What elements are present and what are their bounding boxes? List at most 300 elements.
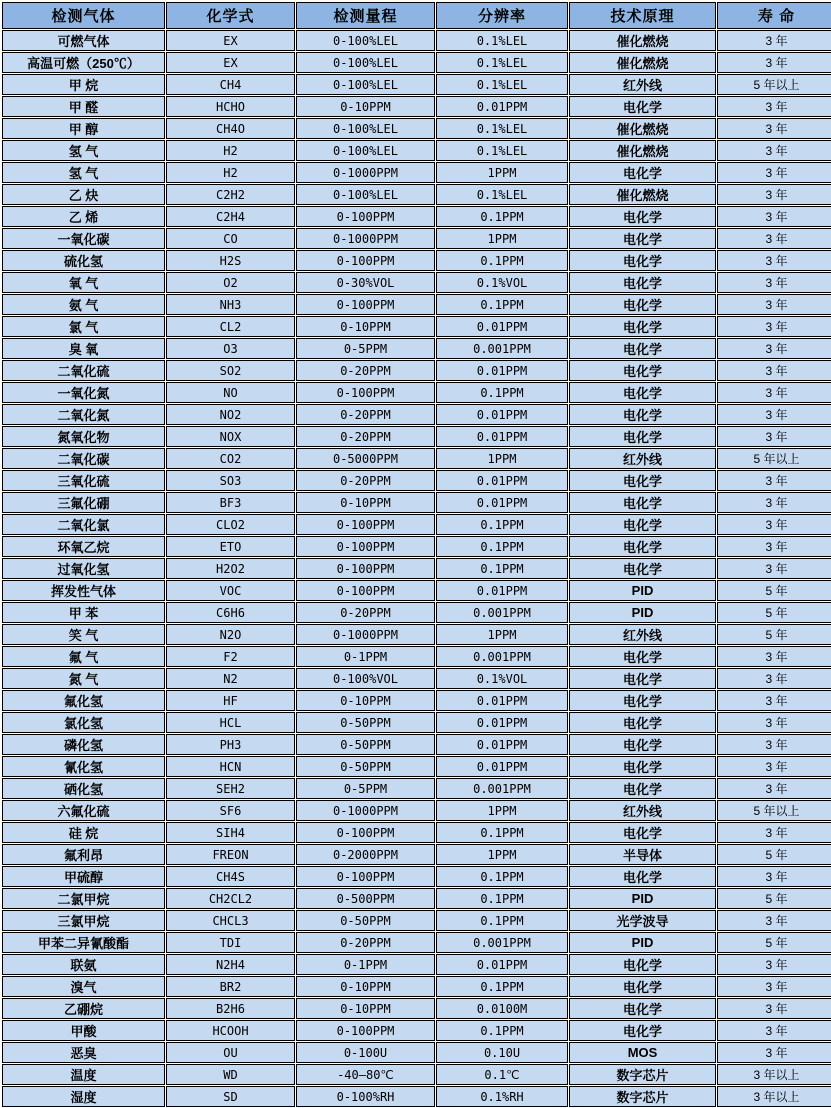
lifespan-cell: 3 年 — [717, 206, 831, 227]
formula-cell: SO2 — [166, 360, 295, 381]
range-cell: 0-1000PPM — [296, 162, 435, 183]
range-cell: 0-100PPM — [296, 206, 435, 227]
formula-cell: N2H4 — [166, 954, 295, 975]
range-cell: 0-1000PPM — [296, 228, 435, 249]
table-row — [2, 1020, 831, 1041]
gas-name-cell: 硅 烷 — [2, 822, 165, 843]
range-cell: 0-2000PPM — [296, 844, 435, 865]
table-row — [2, 382, 831, 403]
gas-name-cell: 溴气 — [2, 976, 165, 997]
table-row — [2, 448, 831, 469]
table-row — [2, 162, 831, 183]
range-cell: 0-1000PPM — [296, 624, 435, 645]
table-row — [2, 294, 831, 315]
principle-cell: 催化燃烧 — [569, 140, 716, 161]
column-header-gas: 检测气体 — [2, 2, 165, 29]
table-row — [2, 580, 831, 601]
lifespan-cell: 5 年 — [717, 932, 831, 953]
principle-cell: 电化学 — [569, 96, 716, 117]
formula-cell: CL2 — [166, 316, 295, 337]
lifespan-cell: 3 年 — [717, 492, 831, 513]
gas-name-cell: 恶臭 — [2, 1042, 165, 1063]
principle-cell: 电化学 — [569, 206, 716, 227]
resolution-cell: 0.1%LEL — [436, 140, 568, 161]
table-row — [2, 756, 831, 777]
lifespan-cell: 3 年以上 — [717, 1064, 831, 1085]
resolution-cell: 0.1PPM — [436, 910, 568, 931]
range-cell: 0-10PPM — [296, 690, 435, 711]
lifespan-cell: 3 年 — [717, 162, 831, 183]
principle-cell: 电化学 — [569, 976, 716, 997]
resolution-cell: 0.1%LEL — [436, 74, 568, 95]
gas-name-cell: 甲 醛 — [2, 96, 165, 117]
formula-cell: EX — [166, 52, 295, 73]
lifespan-cell: 5 年 — [717, 580, 831, 601]
table-row — [2, 338, 831, 359]
lifespan-cell: 3 年 — [717, 536, 831, 557]
resolution-cell: 0.1%LEL — [436, 30, 568, 51]
range-cell: 0-5000PPM — [296, 448, 435, 469]
gas-name-cell: 氯 气 — [2, 316, 165, 337]
gas-name-cell: 联氨 — [2, 954, 165, 975]
lifespan-cell: 3 年 — [717, 228, 831, 249]
gas-name-cell: 甲 烷 — [2, 74, 165, 95]
table-row — [2, 668, 831, 689]
range-cell: 0-10PPM — [296, 96, 435, 117]
resolution-cell: 0.01PPM — [436, 492, 568, 513]
resolution-cell: 0.1PPM — [436, 558, 568, 579]
principle-cell: 电化学 — [569, 954, 716, 975]
table-row — [2, 514, 831, 535]
formula-cell: N2 — [166, 668, 295, 689]
lifespan-cell: 3 年 — [717, 294, 831, 315]
range-cell: 0-100%LEL — [296, 74, 435, 95]
principle-cell: 电化学 — [569, 272, 716, 293]
gas-name-cell: 三氧化硫 — [2, 470, 165, 491]
lifespan-cell: 3 年 — [717, 910, 831, 931]
principle-cell: 电化学 — [569, 756, 716, 777]
principle-cell: 红外线 — [569, 74, 716, 95]
resolution-cell: 0.1PPM — [436, 1020, 568, 1041]
principle-cell: 电化学 — [569, 514, 716, 535]
table-row — [2, 470, 831, 491]
gas-name-cell: 甲 醇 — [2, 118, 165, 139]
formula-cell: N2O — [166, 624, 295, 645]
principle-cell: 数字芯片 — [569, 1086, 716, 1107]
gas-name-cell: 二氧化氯 — [2, 514, 165, 535]
range-cell: 0-1000PPM — [296, 800, 435, 821]
range-cell: 0-50PPM — [296, 734, 435, 755]
lifespan-cell: 3 年 — [717, 272, 831, 293]
resolution-cell: 0.1PPM — [436, 822, 568, 843]
resolution-cell: 0.1%LEL — [436, 118, 568, 139]
lifespan-cell: 3 年 — [717, 1042, 831, 1063]
range-cell: 0-30%VOL — [296, 272, 435, 293]
gas-name-cell: 氨 气 — [2, 294, 165, 315]
table-row — [2, 184, 831, 205]
gas-name-cell: 可燃气体 — [2, 30, 165, 51]
formula-cell: C2H2 — [166, 184, 295, 205]
lifespan-cell: 3 年 — [717, 184, 831, 205]
resolution-cell: 0.001PPM — [436, 646, 568, 667]
table-row — [2, 976, 831, 997]
resolution-cell: 0.1PPM — [436, 294, 568, 315]
formula-cell: VOC — [166, 580, 295, 601]
resolution-cell: 0.1PPM — [436, 976, 568, 997]
principle-cell: 电化学 — [569, 668, 716, 689]
principle-cell: 红外线 — [569, 448, 716, 469]
lifespan-cell: 3 年 — [717, 646, 831, 667]
table-row — [2, 888, 831, 909]
principle-cell: 电化学 — [569, 646, 716, 667]
principle-cell: PID — [569, 888, 716, 909]
table-row — [2, 272, 831, 293]
lifespan-cell: 3 年 — [717, 338, 831, 359]
principle-cell: 光学波导 — [569, 910, 716, 931]
formula-cell: NH3 — [166, 294, 295, 315]
principle-cell: 电化学 — [569, 382, 716, 403]
formula-cell: CO2 — [166, 448, 295, 469]
lifespan-cell: 3 年 — [717, 404, 831, 425]
resolution-cell: 1PPM — [436, 844, 568, 865]
gas-name-cell: 二氧化氮 — [2, 404, 165, 425]
gas-name-cell: 硒化氢 — [2, 778, 165, 799]
column-header-formula: 化学式 — [166, 2, 295, 29]
range-cell: 0-100PPM — [296, 580, 435, 601]
gas-name-cell: 氮 气 — [2, 668, 165, 689]
principle-cell: 催化燃烧 — [569, 118, 716, 139]
principle-cell: 催化燃烧 — [569, 52, 716, 73]
table-row — [2, 624, 831, 645]
resolution-cell: 1PPM — [436, 800, 568, 821]
resolution-cell: 0.1PPM — [436, 888, 568, 909]
principle-cell: 电化学 — [569, 558, 716, 579]
formula-cell: CH4O — [166, 118, 295, 139]
gas-name-cell: 二氧化硫 — [2, 360, 165, 381]
principle-cell: 催化燃烧 — [569, 184, 716, 205]
lifespan-cell: 5 年 — [717, 844, 831, 865]
range-cell: 0-1PPM — [296, 954, 435, 975]
formula-cell: O2 — [166, 272, 295, 293]
principle-cell: 电化学 — [569, 492, 716, 513]
resolution-cell: 0.1%VOL — [436, 272, 568, 293]
table-row — [2, 1042, 831, 1063]
gas-name-cell: 一氧化碳 — [2, 228, 165, 249]
formula-cell: FREON — [166, 844, 295, 865]
range-cell: 0-20PPM — [296, 426, 435, 447]
range-cell: -40—80℃ — [296, 1064, 435, 1085]
gas-name-cell: 氰化氢 — [2, 756, 165, 777]
lifespan-cell: 3 年 — [717, 118, 831, 139]
formula-cell: WD — [166, 1064, 295, 1085]
resolution-cell: 0.001PPM — [436, 338, 568, 359]
table-row — [2, 646, 831, 667]
column-header-principle: 技术原理 — [569, 2, 716, 29]
range-cell: 0-100U — [296, 1042, 435, 1063]
lifespan-cell: 3 年 — [717, 866, 831, 887]
lifespan-cell: 3 年 — [717, 756, 831, 777]
resolution-cell: 1PPM — [436, 228, 568, 249]
range-cell: 0-50PPM — [296, 910, 435, 931]
formula-cell: EX — [166, 30, 295, 51]
resolution-cell: 0.1%RH — [436, 1086, 568, 1107]
resolution-cell: 0.01PPM — [436, 954, 568, 975]
formula-cell: CLO2 — [166, 514, 295, 535]
resolution-cell: 0.001PPM — [436, 932, 568, 953]
formula-cell: NOX — [166, 426, 295, 447]
gas-name-cell: 三氯甲烷 — [2, 910, 165, 931]
gas-name-cell: 氟 气 — [2, 646, 165, 667]
resolution-cell: 1PPM — [436, 448, 568, 469]
gas-name-cell: 磷化氢 — [2, 734, 165, 755]
gas-name-cell: 二氯甲烷 — [2, 888, 165, 909]
lifespan-cell: 5 年 — [717, 602, 831, 623]
table-row — [2, 778, 831, 799]
resolution-cell: 0.01PPM — [436, 580, 568, 601]
table-row — [2, 316, 831, 337]
gas-name-cell: 硫化氢 — [2, 250, 165, 271]
range-cell: 0-20PPM — [296, 470, 435, 491]
resolution-cell: 0.01PPM — [436, 690, 568, 711]
lifespan-cell: 5 年 — [717, 888, 831, 909]
range-cell: 0-100%LEL — [296, 118, 435, 139]
gas-name-cell: 氯化氢 — [2, 712, 165, 733]
range-cell: 0-100PPM — [296, 536, 435, 557]
gas-name-cell: 环氧乙烷 — [2, 536, 165, 557]
lifespan-cell: 3 年 — [717, 514, 831, 535]
resolution-cell: 0.1PPM — [436, 250, 568, 271]
principle-cell: PID — [569, 932, 716, 953]
range-cell: 0-10PPM — [296, 492, 435, 513]
table-body — [2, 30, 831, 1107]
range-cell: 0-500PPM — [296, 888, 435, 909]
lifespan-cell: 5 年以上 — [717, 800, 831, 821]
range-cell: 0-100PPM — [296, 822, 435, 843]
formula-cell: HCHO — [166, 96, 295, 117]
lifespan-cell: 3 年 — [717, 140, 831, 161]
formula-cell: BF3 — [166, 492, 295, 513]
formula-cell: B2H6 — [166, 998, 295, 1019]
spec-table — [1, 1, 831, 1108]
formula-cell: HCN — [166, 756, 295, 777]
lifespan-cell: 3 年 — [717, 778, 831, 799]
gas-name-cell: 氮氧化物 — [2, 426, 165, 447]
table-row — [2, 74, 831, 95]
gas-name-cell: 甲苯二异氰酸酯 — [2, 932, 165, 953]
gas-name-cell: 氢 气 — [2, 140, 165, 161]
resolution-cell: 0.001PPM — [436, 778, 568, 799]
formula-cell: NO2 — [166, 404, 295, 425]
lifespan-cell: 3 年 — [717, 822, 831, 843]
resolution-cell: 0.01PPM — [436, 316, 568, 337]
range-cell: 0-10PPM — [296, 316, 435, 337]
lifespan-cell: 3 年 — [717, 558, 831, 579]
formula-cell: CHCL3 — [166, 910, 295, 931]
principle-cell: 电化学 — [569, 690, 716, 711]
lifespan-cell: 3 年 — [717, 360, 831, 381]
gas-name-cell: 温度 — [2, 1064, 165, 1085]
principle-cell: 催化燃烧 — [569, 30, 716, 51]
resolution-cell: 0.01PPM — [436, 712, 568, 733]
lifespan-cell: 3 年 — [717, 316, 831, 337]
principle-cell: PID — [569, 602, 716, 623]
gas-name-cell: 氧 气 — [2, 272, 165, 293]
range-cell: 0-10PPM — [296, 976, 435, 997]
principle-cell: 电化学 — [569, 734, 716, 755]
formula-cell: HF — [166, 690, 295, 711]
resolution-cell: 0.1%LEL — [436, 52, 568, 73]
lifespan-cell: 3 年 — [717, 52, 831, 73]
table-row — [2, 250, 831, 271]
principle-cell: 电化学 — [569, 998, 716, 1019]
lifespan-cell: 3 年以上 — [717, 1086, 831, 1107]
principle-cell: 电化学 — [569, 162, 716, 183]
gas-name-cell: 乙 烯 — [2, 206, 165, 227]
formula-cell: CH4S — [166, 866, 295, 887]
table-row — [2, 228, 831, 249]
resolution-cell: 1PPM — [436, 162, 568, 183]
resolution-cell: 0.1%VOL — [436, 668, 568, 689]
lifespan-cell: 3 年 — [717, 954, 831, 975]
gas-name-cell: 氟化氢 — [2, 690, 165, 711]
principle-cell: 红外线 — [569, 800, 716, 821]
resolution-cell: 0.1PPM — [436, 866, 568, 887]
resolution-cell: 0.01PPM — [436, 734, 568, 755]
lifespan-cell: 3 年 — [717, 30, 831, 51]
range-cell: 0-100PPM — [296, 1020, 435, 1041]
principle-cell: 电化学 — [569, 822, 716, 843]
gas-name-cell: 甲硫醇 — [2, 866, 165, 887]
range-cell: 0-100PPM — [296, 250, 435, 271]
table-row — [2, 558, 831, 579]
lifespan-cell: 3 年 — [717, 1020, 831, 1041]
table-row — [2, 118, 831, 139]
gas-name-cell: 甲酸 — [2, 1020, 165, 1041]
formula-cell: HCL — [166, 712, 295, 733]
principle-cell: 红外线 — [569, 624, 716, 645]
formula-cell: HCOOH — [166, 1020, 295, 1041]
gas-name-cell: 乙硼烷 — [2, 998, 165, 1019]
range-cell: 0-100PPM — [296, 514, 435, 535]
formula-cell: H2O2 — [166, 558, 295, 579]
lifespan-cell: 3 年 — [717, 426, 831, 447]
table-row — [2, 800, 831, 821]
formula-cell: BR2 — [166, 976, 295, 997]
resolution-cell: 0.001PPM — [436, 602, 568, 623]
gas-name-cell: 挥发性气体 — [2, 580, 165, 601]
table-header — [2, 2, 831, 29]
resolution-cell: 0.01PPM — [436, 360, 568, 381]
table-row — [2, 734, 831, 755]
range-cell: 0-100PPM — [296, 294, 435, 315]
formula-cell: H2S — [166, 250, 295, 271]
lifespan-cell: 5 年 — [717, 624, 831, 645]
principle-cell: 电化学 — [569, 470, 716, 491]
principle-cell: PID — [569, 580, 716, 601]
table-row — [2, 30, 831, 51]
table-row — [2, 536, 831, 557]
range-cell: 0-100%LEL — [296, 140, 435, 161]
range-cell: 0-100%LEL — [296, 184, 435, 205]
range-cell: 0-50PPM — [296, 712, 435, 733]
table-row — [2, 910, 831, 931]
table-row — [2, 954, 831, 975]
lifespan-cell: 5 年以上 — [717, 448, 831, 469]
principle-cell: 电化学 — [569, 778, 716, 799]
formula-cell: PH3 — [166, 734, 295, 755]
principle-cell: 半导体 — [569, 844, 716, 865]
lifespan-cell: 3 年 — [717, 382, 831, 403]
range-cell: 0-20PPM — [296, 404, 435, 425]
table-row — [2, 1086, 831, 1107]
table-row — [2, 844, 831, 865]
principle-cell: 电化学 — [569, 360, 716, 381]
table-row — [2, 712, 831, 733]
formula-cell: F2 — [166, 646, 295, 667]
table-row — [2, 932, 831, 953]
resolution-cell: 0.1℃ — [436, 1064, 568, 1085]
gas-name-cell: 一氧化氮 — [2, 382, 165, 403]
lifespan-cell: 3 年 — [717, 734, 831, 755]
table-row — [2, 206, 831, 227]
lifespan-cell: 3 年 — [717, 976, 831, 997]
formula-cell: C6H6 — [166, 602, 295, 623]
lifespan-cell: 3 年 — [717, 712, 831, 733]
resolution-cell: 0.01PPM — [436, 470, 568, 491]
formula-cell: ETO — [166, 536, 295, 557]
formula-cell: SD — [166, 1086, 295, 1107]
range-cell: 0-100%VOL — [296, 668, 435, 689]
lifespan-cell: 3 年 — [717, 470, 831, 491]
table-row — [2, 822, 831, 843]
gas-name-cell: 甲 苯 — [2, 602, 165, 623]
principle-cell: 电化学 — [569, 404, 716, 425]
table-row — [2, 96, 831, 117]
header-row — [2, 2, 831, 29]
lifespan-cell: 3 年 — [717, 668, 831, 689]
principle-cell: 电化学 — [569, 316, 716, 337]
range-cell: 0-20PPM — [296, 360, 435, 381]
resolution-cell: 0.10U — [436, 1042, 568, 1063]
table-row — [2, 998, 831, 1019]
principle-cell: 电化学 — [569, 536, 716, 557]
gas-name-cell: 臭 氧 — [2, 338, 165, 359]
gas-name-cell: 三氟化硼 — [2, 492, 165, 513]
resolution-cell: 0.1%LEL — [436, 184, 568, 205]
formula-cell: C2H4 — [166, 206, 295, 227]
table-row — [2, 426, 831, 447]
principle-cell: MOS — [569, 1042, 716, 1063]
formula-cell: CH2CL2 — [166, 888, 295, 909]
lifespan-cell: 3 年 — [717, 690, 831, 711]
gas-name-cell: 二氧化碳 — [2, 448, 165, 469]
table-row — [2, 602, 831, 623]
resolution-cell: 0.1PPM — [436, 206, 568, 227]
table-row — [2, 140, 831, 161]
resolution-cell: 0.01PPM — [436, 756, 568, 777]
table-row — [2, 52, 831, 73]
range-cell: 0-100%RH — [296, 1086, 435, 1107]
lifespan-cell: 3 年 — [717, 96, 831, 117]
lifespan-cell: 3 年 — [717, 250, 831, 271]
table-row — [2, 492, 831, 513]
formula-cell: H2 — [166, 162, 295, 183]
formula-cell: SIH4 — [166, 822, 295, 843]
formula-cell: NO — [166, 382, 295, 403]
principle-cell: 电化学 — [569, 712, 716, 733]
gas-name-cell: 过氧化氢 — [2, 558, 165, 579]
principle-cell: 电化学 — [569, 1020, 716, 1041]
